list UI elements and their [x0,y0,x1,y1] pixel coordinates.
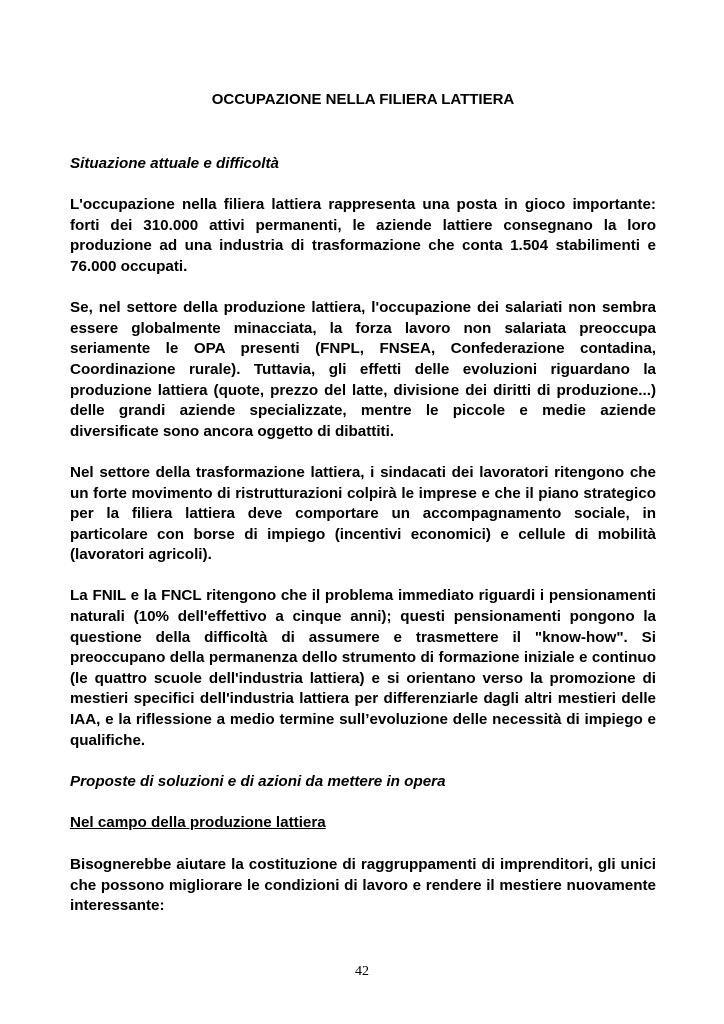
paragraph-fnil-fncl: La FNIL e la FNCL ritengono che il problema immediato riguardi i pensionamenti naturali (10% dell'effettivo a cinque anni); questi pensionamenti pongono la questione della difficoltà di assumere e trasmettere il "know-how". Si preoccupano della permanenza dello strumento di formazione iniziale e continuo (le quattro scuole dell'industria lattiera) e si orientano verso la promozione di mestieri specifici dell'industria lattiera per differenziarle dagli altri mestieri delle IAA, e la riflessione a medio termine sull’evoluzione delle necessità di impiego e qualifiche. [70,587,656,749]
section-heading-proposte: Proposte di soluzioni e di azioni da mettere in opera [70,772,446,790]
paragraph-raggruppamenti: Bisognerebbe aiutare la costituzione di raggruppamenti di imprenditori, gli unici che possono migliorare le condizioni di lavoro e rendere il mestiere nuovamente interessante: [70,856,656,915]
paragraph-occupazione: L'occupazione nella filiera lattiera rappresenta una posta in gioco importante: forti dei 310.000 attivi permanenti, le aziende lattiere consegnano la loro produzione ad una industria di trasformazione che conta 1.504 stabilimenti e 76.000 occupati. [70,196,656,275]
page-content [70,90,656,937]
document-title: OCCUPAZIONE NELLA FILIERA LATTIERA [211,91,515,108]
section-heading-situazione: Situazione attuale e difficoltà [70,154,280,172]
subsection-heading-produzione: Nel campo della produzione lattiera [70,814,326,832]
page-number: 42 [355,964,369,979]
paragraph-produzione: Se, nel settore della produzione lattiera, l'occupazione dei salariati non sembra essere globalmente minacciata, la forza lavoro non salariata preoccupa seriamente le OPA presenti (FNPL, FNSEA, Confederazione contadina, Coordinazione rurale). Tuttavia, gli effetti delle evoluzioni riguardano la produzione lattiera (quote, prezzo del latte, divisione dei diritti di produzione...) delle grandi aziende specializzate, mentre le piccole e medie aziende diversificate sono ancora oggetto di dibattiti. [70,299,656,440]
paragraph-trasformazione: Nel settore della trasformazione lattiera, i sindacati dei lavoratori ritengono che un forte movimento di ristrutturazioni colpirà le imprese e che il piano strategico per la filiera lattiera deve comportare un accompagnamento sociale, in particolare con borse di impiego (incentivi economici) e cellule di mobilità (lavoratori agricoli). [70,463,656,564]
